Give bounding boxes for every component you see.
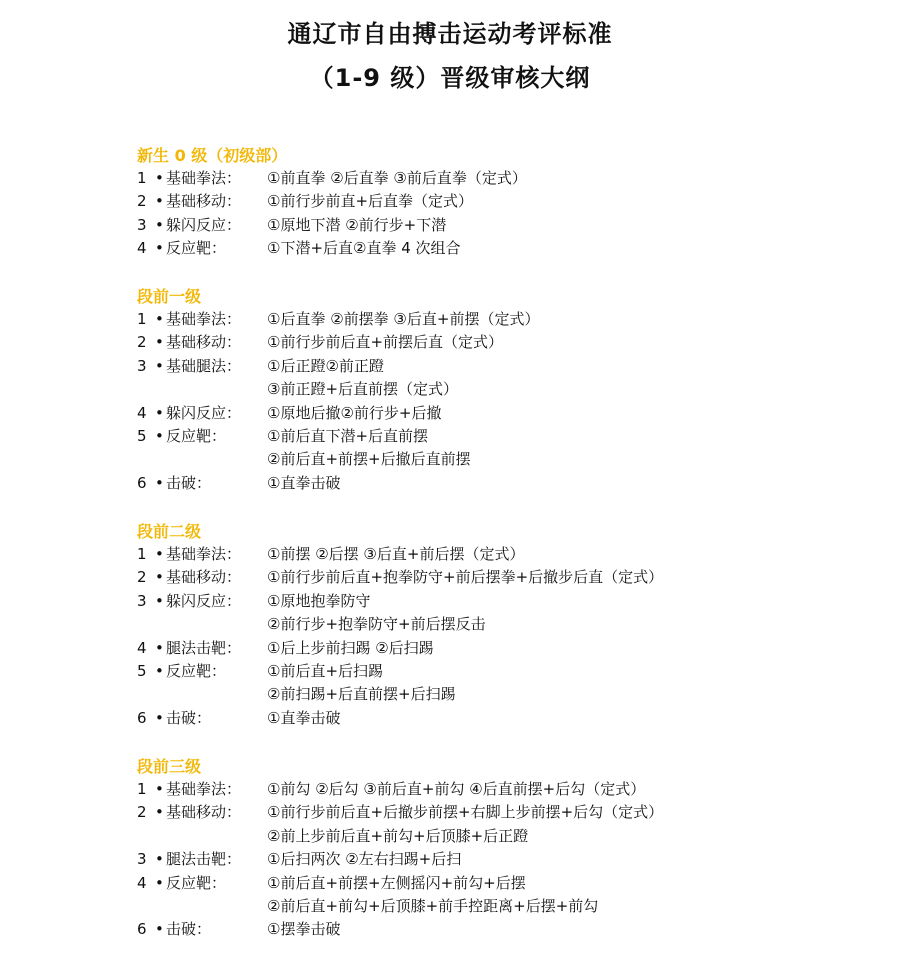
section-title: 段前二级 bbox=[137, 522, 202, 541]
item-label: 反应靶： bbox=[166, 427, 227, 446]
item-label: 击破： bbox=[166, 473, 212, 492]
item-line: ①后直拳 ②前摆拳 ③后直+前摆（定式） bbox=[267, 310, 540, 328]
item-number: 3 bbox=[137, 215, 147, 234]
item-label: 腿法击靶： bbox=[166, 638, 242, 657]
item-line: ②前上步前后直+前勾+后顶膝+后正蹬 bbox=[267, 826, 529, 845]
item-content bbox=[267, 801, 877, 848]
item-content bbox=[267, 331, 877, 354]
bullet-dot: • bbox=[155, 591, 164, 610]
item-content bbox=[267, 872, 877, 919]
bullet-dot: • bbox=[155, 356, 164, 375]
list-item bbox=[137, 190, 877, 213]
item-line: ①前行步前后直+前摆后直（定式） bbox=[267, 333, 504, 352]
list-item bbox=[137, 848, 877, 871]
item-content bbox=[267, 778, 877, 801]
item-line: ①前后直下潜+后直前摆 bbox=[267, 427, 429, 446]
item-number: 2 bbox=[137, 568, 147, 587]
item-content bbox=[267, 167, 877, 190]
item-line: ①摆拳击破 bbox=[267, 920, 341, 939]
item-line: ②前行步+抱拳防守+前后摆反击 bbox=[267, 615, 486, 634]
item-number: 5 bbox=[137, 662, 147, 681]
bullet-dot: • bbox=[155, 568, 164, 587]
item-label: 腿法击靶： bbox=[166, 850, 242, 869]
item-line: ①后扫两次 ②左右扫踢+后扫 bbox=[267, 850, 462, 869]
list-item bbox=[137, 872, 877, 919]
bullet-dot: • bbox=[155, 545, 164, 563]
section-2 bbox=[137, 286, 877, 495]
item-line: ①前后直+后扫踢 bbox=[267, 662, 384, 681]
item-line: ①原地抱拳防守 bbox=[267, 591, 371, 610]
list-item bbox=[137, 402, 877, 425]
bullet-dot: • bbox=[155, 920, 164, 939]
item-label: 基础移动： bbox=[166, 333, 242, 352]
item-content bbox=[267, 660, 877, 707]
item-label: 基础移动： bbox=[166, 803, 242, 822]
bullet-dot: • bbox=[155, 850, 164, 869]
item-content bbox=[267, 472, 877, 495]
bullet-dot: • bbox=[155, 708, 164, 727]
item-content bbox=[267, 190, 877, 213]
item-content bbox=[267, 308, 877, 331]
item-number: 4 bbox=[137, 403, 147, 422]
item-label: 基础移动： bbox=[166, 568, 242, 587]
item-label: 基础拳法： bbox=[166, 545, 242, 563]
list-item bbox=[137, 801, 877, 848]
item-number: 1 bbox=[137, 545, 147, 563]
bullet-dot: • bbox=[155, 873, 164, 892]
item-label: 反应靶： bbox=[166, 873, 227, 892]
item-line: ①前勾 ②后勾 ③前后直+前勾 ④后直前摆+后勾（定式） bbox=[267, 780, 646, 798]
section-3 bbox=[137, 521, 877, 730]
bullet-dot: • bbox=[155, 169, 164, 187]
item-label: 躲闪反应： bbox=[166, 403, 242, 422]
list-item bbox=[137, 331, 877, 354]
item-line: ①前后直+前摆+左侧摇闪+前勾+后摆 bbox=[267, 873, 526, 892]
item-number: 6 bbox=[137, 708, 147, 727]
item-number: 3 bbox=[137, 591, 147, 610]
item-number: 2 bbox=[137, 803, 147, 822]
document-title: 通辽市自由搏击运动考评标准 bbox=[287, 20, 613, 48]
item-number: 6 bbox=[137, 920, 147, 939]
item-line: ③前正蹬+后直前摆（定式） bbox=[267, 380, 459, 399]
item-content bbox=[267, 214, 877, 237]
item-label: 反应靶： bbox=[166, 662, 227, 681]
item-number: 4 bbox=[137, 873, 147, 892]
item-line: ①后上步前扫踢 ②后扫踢 bbox=[267, 638, 434, 657]
item-label: 反应靶： bbox=[166, 239, 227, 258]
bullet-dot: • bbox=[155, 780, 164, 798]
item-line: ②前后直+前摆+后撤后直前摆 bbox=[267, 450, 471, 469]
item-content bbox=[267, 425, 877, 472]
item-label: 躲闪反应： bbox=[166, 591, 242, 610]
item-content bbox=[267, 566, 877, 589]
item-line: ②前后直+前勾+后顶膝+前手控距离+后摆+前勾 bbox=[267, 897, 599, 916]
item-number: 5 bbox=[137, 427, 147, 446]
item-number: 4 bbox=[137, 239, 147, 258]
item-line: ①前行步前后直+抱拳防守+前后摆拳+后撤步后直（定式） bbox=[267, 568, 664, 587]
bullet-dot: • bbox=[155, 403, 164, 422]
item-content bbox=[267, 707, 877, 730]
item-label: 基础拳法： bbox=[166, 310, 242, 328]
item-number: 2 bbox=[137, 192, 147, 211]
item-line: ①前行步前后直+后撤步前摆+右脚上步前摆+后勾（定式） bbox=[267, 803, 664, 822]
bullet-dot: • bbox=[155, 310, 164, 328]
section-4 bbox=[137, 756, 877, 942]
item-line: ①原地后撤②前行步+后撤 bbox=[267, 403, 442, 422]
bullet-dot: • bbox=[155, 215, 164, 234]
list-item bbox=[137, 637, 877, 660]
item-line: ②前扫踢+后直前摆+后扫踢 bbox=[267, 685, 456, 704]
item-line: ①后正蹬②前正蹬 bbox=[267, 356, 384, 375]
list-item bbox=[137, 543, 877, 566]
item-number: 3 bbox=[137, 850, 147, 869]
item-line: ①前直拳 ②后直拳 ③前后直拳（定式） bbox=[267, 169, 527, 187]
list-item bbox=[137, 590, 877, 637]
section-title: 新生 0 级（初级部） bbox=[137, 146, 288, 165]
document-subtitle: （1-9 级）晋级审核大纲 bbox=[309, 64, 591, 92]
list-item bbox=[137, 918, 877, 941]
list-item bbox=[137, 707, 877, 730]
bullet-dot: • bbox=[155, 427, 164, 446]
item-number: 4 bbox=[137, 638, 147, 657]
item-content bbox=[267, 402, 877, 425]
list-item bbox=[137, 425, 877, 472]
item-line: ①原地下潜 ②前行步+下潜 bbox=[267, 215, 447, 234]
section-title: 段前三级 bbox=[137, 757, 202, 776]
list-item bbox=[137, 308, 877, 331]
bullet-dot: • bbox=[155, 803, 164, 822]
list-item bbox=[137, 566, 877, 589]
item-number: 3 bbox=[137, 356, 147, 375]
section-1 bbox=[137, 145, 877, 261]
item-content bbox=[267, 637, 877, 660]
list-item bbox=[137, 167, 877, 190]
item-label: 基础移动： bbox=[166, 192, 242, 211]
item-number: 1 bbox=[137, 780, 147, 798]
item-content bbox=[267, 918, 877, 941]
item-number: 1 bbox=[137, 169, 147, 187]
item-number: 2 bbox=[137, 333, 147, 352]
item-label: 基础拳法： bbox=[166, 780, 242, 798]
bullet-dot: • bbox=[155, 473, 164, 492]
bullet-dot: • bbox=[155, 239, 164, 258]
item-content bbox=[267, 355, 877, 402]
item-line: ①前行步前直+后直拳（定式） bbox=[267, 192, 474, 211]
item-content bbox=[267, 590, 877, 637]
list-item bbox=[137, 778, 877, 801]
list-item bbox=[137, 237, 877, 260]
bullet-dot: • bbox=[155, 638, 164, 657]
item-label: 基础拳法： bbox=[166, 169, 242, 187]
item-label: 击破： bbox=[166, 920, 212, 939]
item-content bbox=[267, 848, 877, 871]
bullet-dot: • bbox=[155, 192, 164, 211]
item-line: ①下潜+后直②直拳 4 次组合 bbox=[267, 239, 461, 258]
list-item bbox=[137, 472, 877, 495]
item-line: ①直拳击破 bbox=[267, 708, 341, 727]
item-label: 击破： bbox=[166, 708, 212, 727]
item-label: 躲闪反应： bbox=[166, 215, 242, 234]
list-item bbox=[137, 355, 877, 402]
item-content bbox=[267, 543, 877, 566]
item-number: 6 bbox=[137, 473, 147, 492]
item-line: ①直拳击破 bbox=[267, 473, 341, 492]
bullet-dot: • bbox=[155, 662, 164, 681]
item-number: 1 bbox=[137, 310, 147, 328]
list-item bbox=[137, 214, 877, 237]
list-item bbox=[137, 660, 877, 707]
item-line: ①前摆 ②后摆 ③后直+前后摆（定式） bbox=[267, 545, 525, 563]
item-content bbox=[267, 237, 877, 260]
section-title: 段前一级 bbox=[137, 287, 202, 306]
item-label: 基础腿法： bbox=[166, 356, 242, 375]
bullet-dot: • bbox=[155, 333, 164, 352]
